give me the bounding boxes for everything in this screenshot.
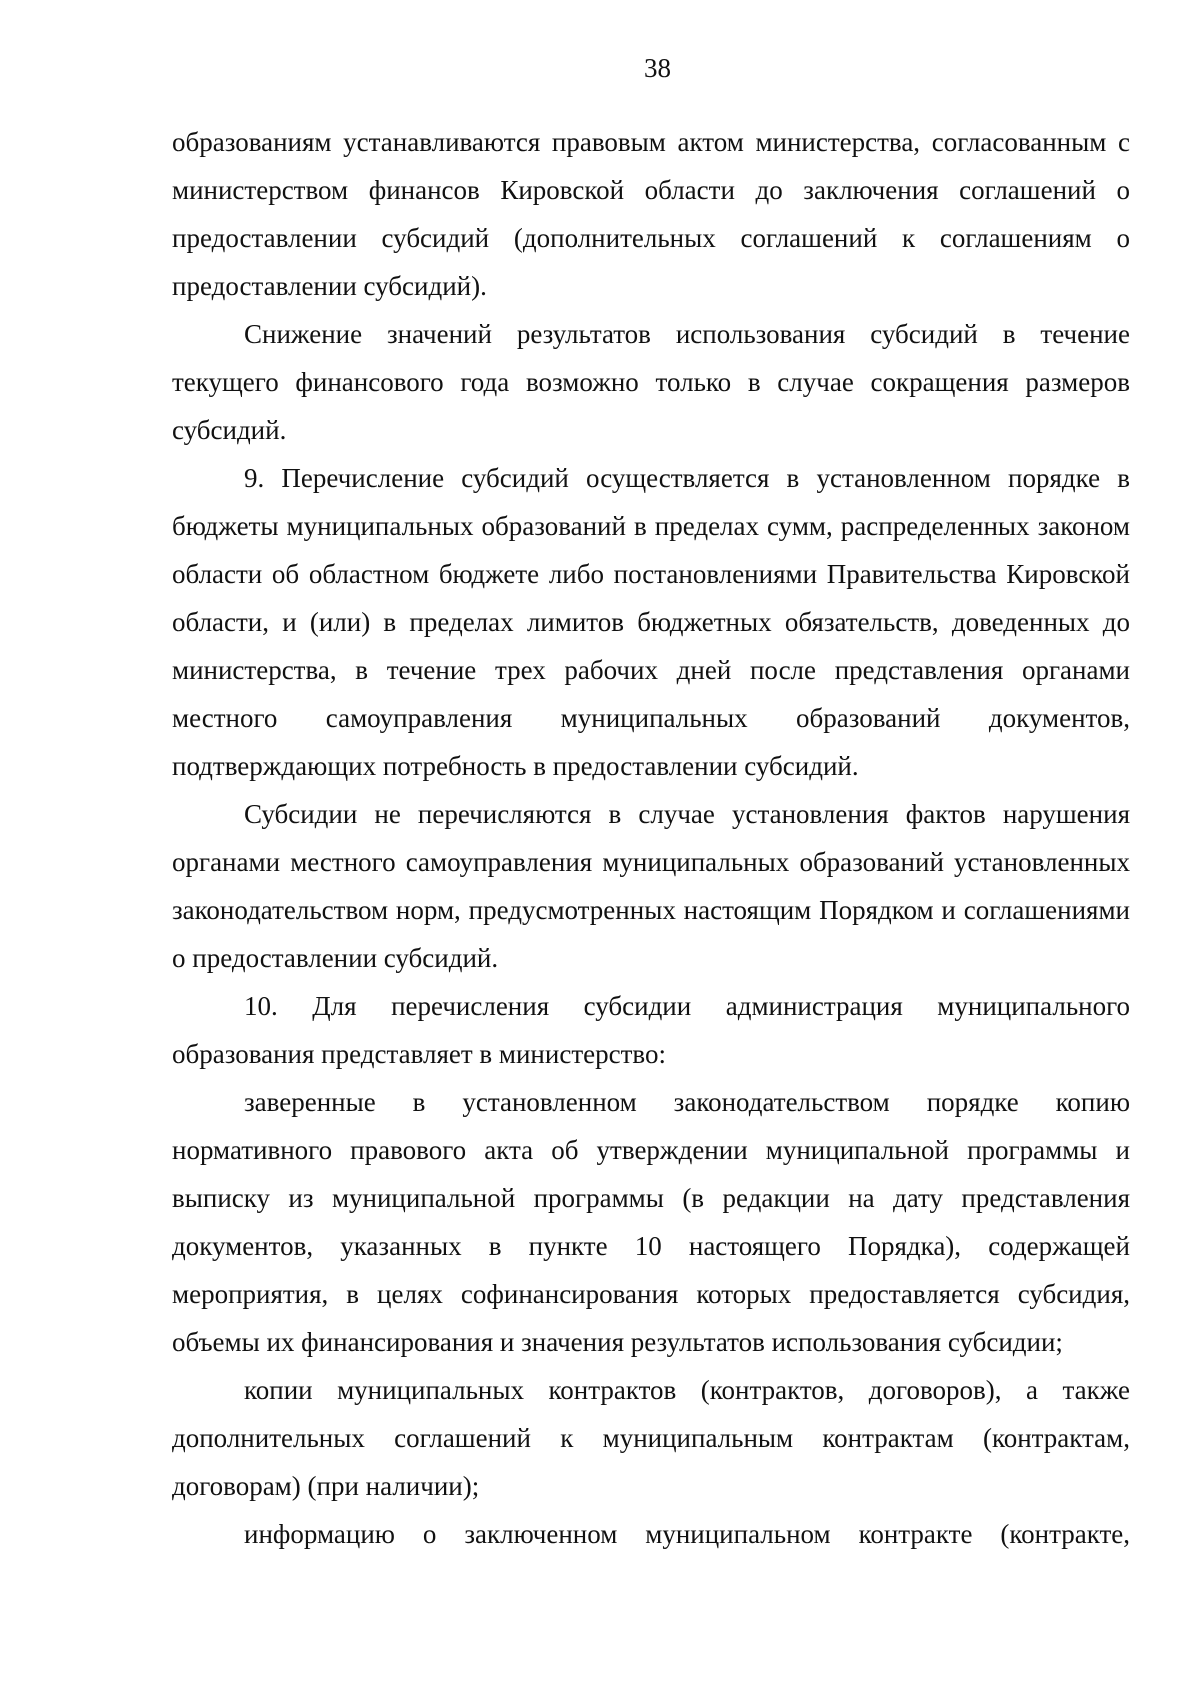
paragraph-item-9: 9. Перечисление субсидий осуществляется в установленном порядке в бюджеты муниципальных образований в пределах сумм, распределенных законом области об областном бюджете либо постановлениями Правительства Кировской области, и (или) в пределах лимитов бюджетных обязательств, доведенных до министерства, в течение трех рабочих дней после представления органами местного самоуправления муниципальных образований документов, подтверждающих потребность в предоставлении субсидий. — [172, 463, 1130, 781]
paragraph-continuation: образованиям устанавливаются правовым актом министерства, согласованным с министерством финансов Кировской области до заключения соглашений о предоставлении субсидий (дополнительных соглашений к соглашениям о предоставлении субсидий). — [172, 127, 1130, 301]
paragraph-subsidies-not-transferred: Субсидии не перечисляются в случае установления фактов нарушения органами местного самоуправления муниципальных образований установленных законодательством норм, предусмотренных настоящим Порядком и соглашениями о предоставлении субсидий. — [172, 799, 1130, 973]
paragraph-certified-copies: заверенные в установленном законодательством порядке копию нормативного правового акта об утверждении муниципальной программы и выписку из муниципальной программы (в редакции на дату представления документов, указанных в пункте 10 настоящего Порядка), содержащей мероприятия, в целях софинансирования которых предоставляется субсидия, объемы их финансирования и значения результатов использования субсидии; — [172, 1087, 1130, 1357]
paragraph-reduction-of-results: Снижение значений результатов использования субсидий в течение текущего финансового года возможно только в случае сокращения размеров субсидий. — [172, 319, 1130, 445]
page-number: 38 — [644, 53, 671, 83]
paragraph-contract-copies: копии муниципальных контрактов (контрактов, договоров), а также дополнительных соглашений к муниципальным контрактам (контрактам, договорам) (при наличии); — [172, 1375, 1130, 1501]
document-body — [172, 118, 1130, 1558]
paragraph-contract-information: информацию о заключенном муниципальном контракте (контракте, — [244, 1519, 1130, 1549]
paragraph-item-10: 10. Для перечисления субсидии администрация муниципального образования представляет в министерство: — [172, 991, 1130, 1069]
